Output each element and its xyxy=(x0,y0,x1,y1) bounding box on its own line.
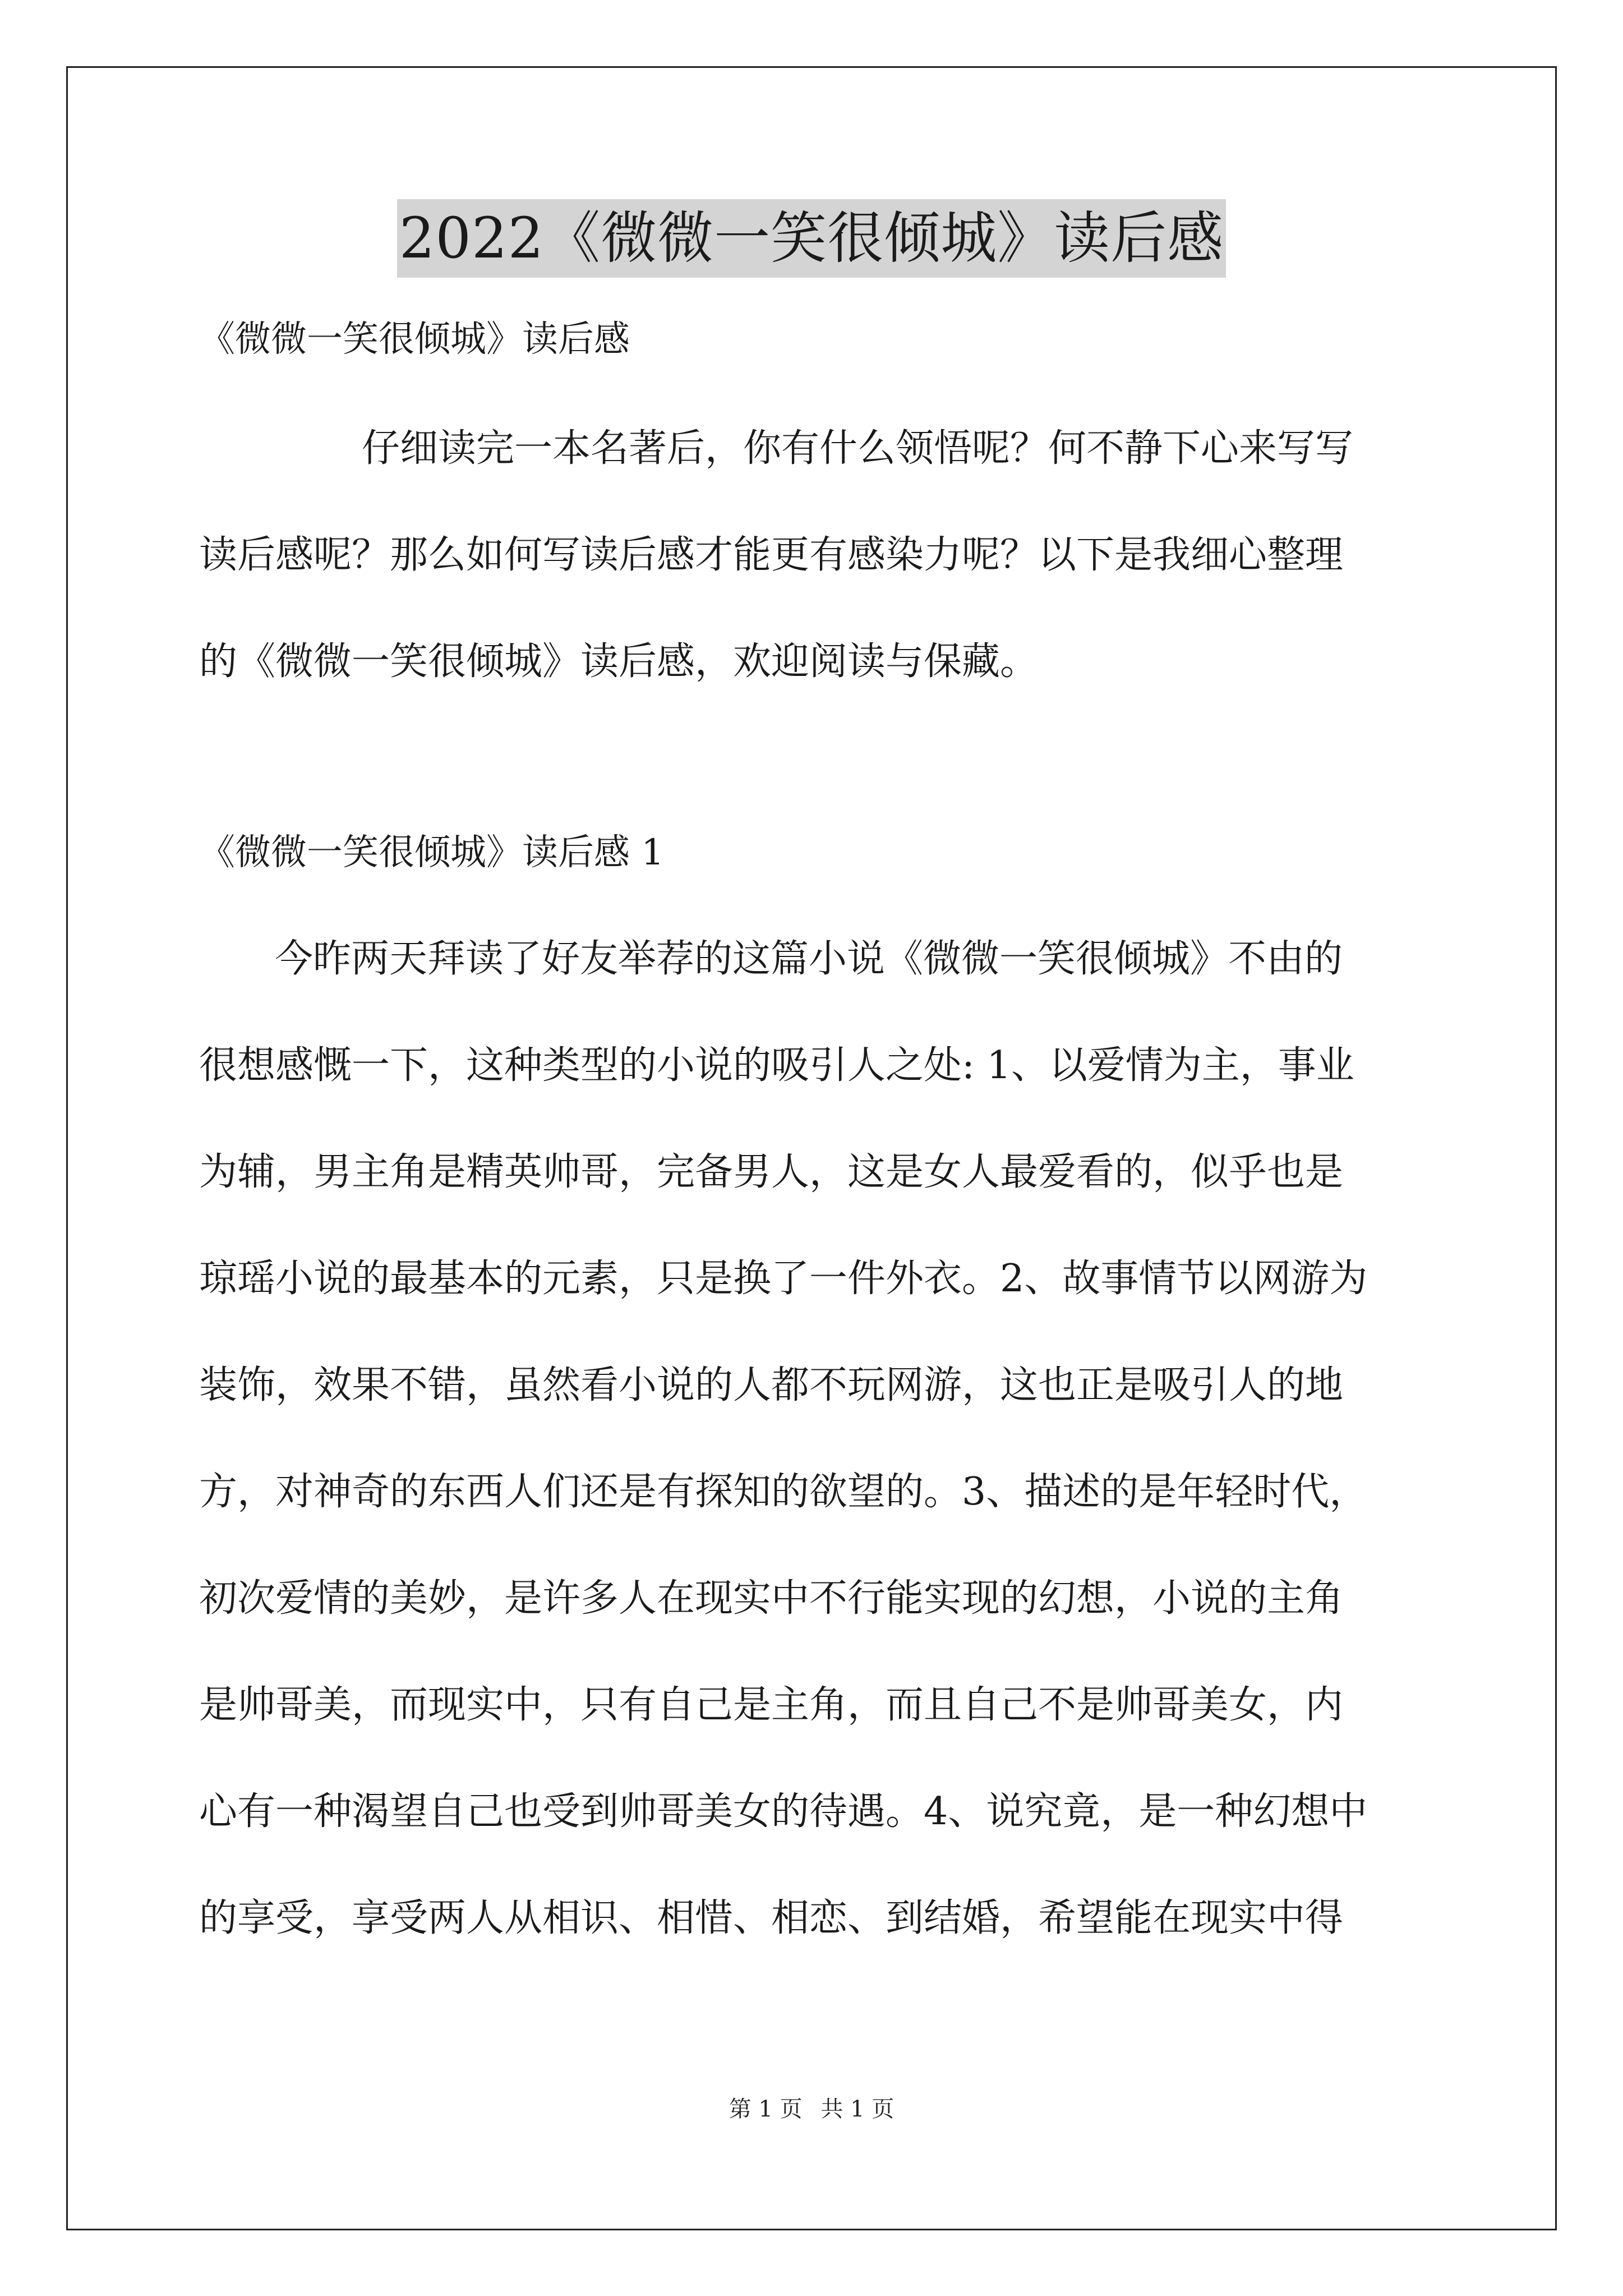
page-number: 第 1 页 xyxy=(728,2096,803,2122)
intro-heading: 《微微一笑很倾城》读后感 xyxy=(199,319,630,360)
body-line: 初次爱情的美妙，是许多人在现实中不行能实现的幻想，小说的主角 xyxy=(199,1576,1344,1621)
page-footer xyxy=(0,2092,1623,2126)
intro-line: 仔细读完一本名著后，你有什么领悟呢？何不静下心来写写 xyxy=(362,426,1354,471)
intro-paragraph xyxy=(199,395,1433,715)
body-line: 装饰，效果不错，虽然看小说的人都不玩网游，这也正是吸引人的地 xyxy=(199,1363,1344,1407)
intro-line: 读后感呢？那么如何写读后感才能更有感染力呢？以下是我细心整理 xyxy=(199,533,1344,577)
title-container xyxy=(0,199,1623,278)
document-body xyxy=(199,303,1433,1972)
body-paragraph xyxy=(199,906,1433,1972)
body-line: 很想感慨一下，这种类型的小说的吸引人之处: 1、以爱情为主，事业 xyxy=(199,1043,1354,1088)
body-line: 是帅哥美，而现实中，只有自己是主角，而且自己不是帅哥美女，内 xyxy=(199,1683,1344,1727)
body-line: 心有一种渴望自己也受到帅哥美女的待遇。4、说究竟，是一种幻想中 xyxy=(199,1789,1368,1834)
body-line: 今昨两天拜读了好友举荐的这篇小说《微微一笑很倾城》不由的 xyxy=(275,937,1343,981)
body-line: 琼瑶小说的最基本的元素，只是换了一件外衣。2、故事情节以网游为 xyxy=(199,1257,1368,1301)
page-total: 共 1 页 xyxy=(820,2096,895,2122)
body-line: 为辅，男主角是精英帅哥，完备男人，这是女人最爱看的，似乎也是 xyxy=(199,1150,1344,1194)
section-heading: 《微微一笑很倾城》读后感 1 xyxy=(199,832,665,873)
body-line: 的享受，享受两人从相识、相惜、相恋、到结婚，希望能在现实中得 xyxy=(199,1896,1344,1940)
intro-line: 的《微微一笑很倾城》读后感，欢迎阅读与保藏。 xyxy=(199,639,1039,684)
document-title: 2022《微微一笑很倾城》读后感 xyxy=(397,199,1227,278)
body-line: 方，对神奇的东西人们还是有探知的欲望的。3、描述的是年轻时代， xyxy=(199,1470,1368,1514)
